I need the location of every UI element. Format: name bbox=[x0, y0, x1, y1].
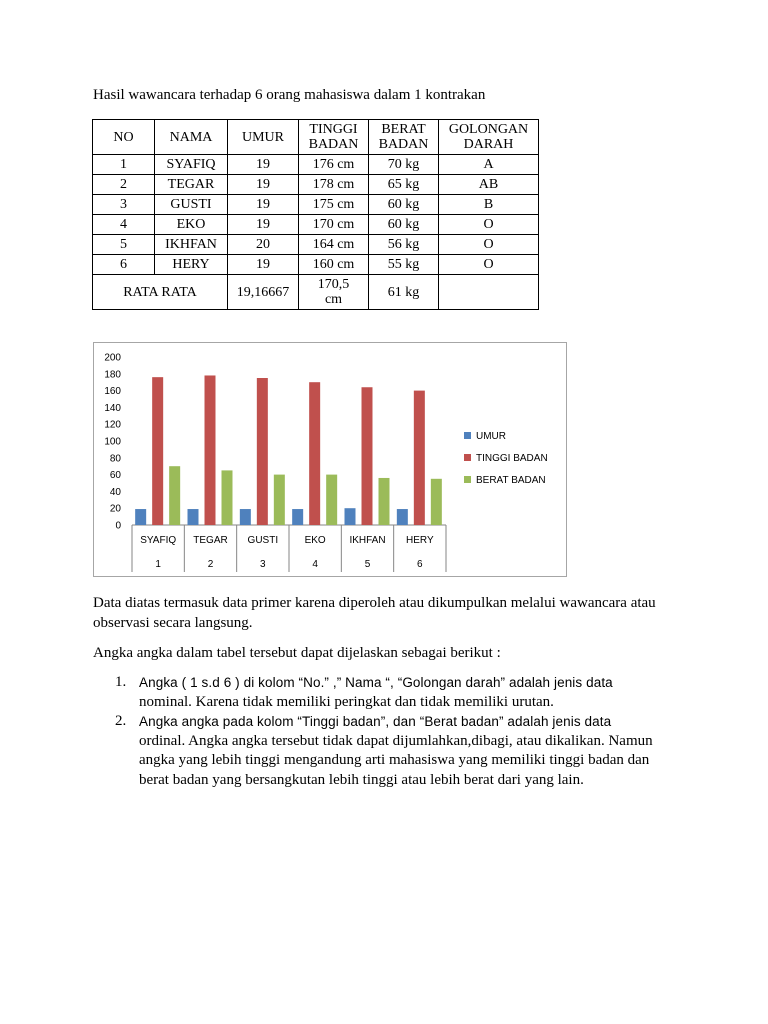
avg-berat: 61 kg bbox=[369, 275, 439, 310]
legend-label: BERAT BADAN bbox=[476, 475, 546, 486]
legend-label: UMUR bbox=[476, 431, 506, 442]
cell-tinggi: 175 cm bbox=[299, 195, 369, 215]
x-category-number: 6 bbox=[417, 559, 423, 570]
data-table bbox=[92, 119, 539, 310]
cell-no: 5 bbox=[93, 235, 155, 255]
y-tick-label: 140 bbox=[104, 402, 121, 414]
list-number: 2. bbox=[115, 713, 127, 729]
avg-umur: 19,16667 bbox=[228, 275, 299, 310]
cell-tinggi: 178 cm bbox=[299, 175, 369, 195]
cell-berat: 60 kg bbox=[369, 195, 439, 215]
x-category-number: 2 bbox=[207, 559, 214, 570]
list-item bbox=[93, 673, 683, 712]
cell-berat: 56 kg bbox=[369, 235, 439, 255]
table-header-row bbox=[93, 120, 539, 155]
x-category-number: 3 bbox=[260, 559, 266, 570]
cell-no: 4 bbox=[93, 215, 155, 235]
cell-tinggi: 170 cm bbox=[299, 215, 369, 235]
x-category-label: IKHFAN bbox=[349, 535, 386, 546]
chart-svg bbox=[94, 343, 568, 578]
header-berat-badan: BERAT BADAN bbox=[369, 120, 439, 155]
list-item bbox=[93, 712, 683, 790]
cell-berat: 65 kg bbox=[369, 175, 439, 195]
cell-golongan: AB bbox=[439, 175, 539, 195]
bar-umur bbox=[135, 509, 146, 525]
cell-golongan: O bbox=[439, 235, 539, 255]
x-category-label: SYAFIQ bbox=[140, 535, 177, 546]
cell-golongan: A bbox=[439, 155, 539, 175]
bar-berat-badan bbox=[326, 475, 337, 525]
cell-nama: HERY bbox=[155, 255, 228, 275]
x-category-number: 4 bbox=[312, 559, 318, 570]
bar-tinggi-badan bbox=[414, 391, 425, 525]
table-row bbox=[93, 155, 539, 175]
paragraph-line: Data diatas termasuk data primer karena diperoleh atau dikumpulkan melalui wawancara atau bbox=[93, 595, 656, 611]
list-number: 1. bbox=[115, 674, 127, 690]
avg-golongan bbox=[439, 275, 539, 310]
header-umur: UMUR bbox=[228, 120, 299, 155]
bar-tinggi-badan bbox=[362, 387, 373, 525]
cell-umur: 19 bbox=[228, 195, 299, 215]
cell-umur: 19 bbox=[228, 215, 299, 235]
list-line: berat badan yang bersangkutan lebih tinggi atau lebih berat dari yang lain. bbox=[139, 771, 584, 788]
avg-label: RATA RATA bbox=[93, 275, 228, 310]
y-tick-label: 20 bbox=[109, 503, 121, 515]
table-row bbox=[93, 255, 539, 275]
paragraph-penjelasan: Angka angka dalam tabel tersebut dapat dijelaskan sebagai berikut : bbox=[93, 645, 501, 661]
bar-tinggi-badan bbox=[309, 382, 320, 525]
bar-tinggi-badan bbox=[205, 375, 216, 525]
cell-berat: 60 kg bbox=[369, 215, 439, 235]
intro-text: Hasil wawancara terhadap 6 orang mahasiswa dalam 1 kontrakan bbox=[93, 87, 486, 103]
cell-nama: TEGAR bbox=[155, 175, 228, 195]
cell-golongan: O bbox=[439, 215, 539, 235]
x-category-label: EKO bbox=[304, 535, 326, 546]
cell-umur: 19 bbox=[228, 255, 299, 275]
avg-tinggi: 170,5 cm bbox=[299, 275, 369, 310]
list-line: nominal. Karena tidak memiliki peringkat dan tidak memiliki urutan. bbox=[139, 693, 554, 710]
list-line: ordinal. Angka angka tersebut tidak dapat dijumlahkan,dibagi, atau dikalikan. Namun bbox=[139, 732, 653, 749]
bar-umur bbox=[292, 509, 303, 525]
bar-berat-badan bbox=[379, 478, 390, 525]
cell-tinggi: 176 cm bbox=[299, 155, 369, 175]
bar-umur bbox=[397, 509, 408, 525]
table-row bbox=[93, 215, 539, 235]
cell-nama: GUSTI bbox=[155, 195, 228, 215]
cell-umur: 20 bbox=[228, 235, 299, 255]
cell-nama: EKO bbox=[155, 215, 228, 235]
cell-berat: 70 kg bbox=[369, 155, 439, 175]
header-no: NO bbox=[93, 120, 155, 155]
bar-chart bbox=[93, 342, 567, 577]
cell-no: 1 bbox=[93, 155, 155, 175]
cell-no: 3 bbox=[93, 195, 155, 215]
explanation-list bbox=[93, 673, 683, 790]
cell-nama: SYAFIQ bbox=[155, 155, 228, 175]
bar-umur bbox=[345, 508, 356, 525]
bar-berat-badan bbox=[222, 470, 233, 525]
bar-berat-badan bbox=[274, 475, 285, 525]
table-row bbox=[93, 235, 539, 255]
cell-berat: 55 kg bbox=[369, 255, 439, 275]
cell-tinggi: 164 cm bbox=[299, 235, 369, 255]
y-tick-label: 100 bbox=[104, 436, 121, 448]
y-tick-label: 200 bbox=[104, 352, 121, 364]
y-tick-label: 40 bbox=[109, 486, 121, 498]
cell-golongan: B bbox=[439, 195, 539, 215]
table-row bbox=[93, 175, 539, 195]
legend-swatch bbox=[464, 476, 471, 483]
y-tick-label: 160 bbox=[104, 386, 121, 398]
legend-swatch bbox=[464, 454, 471, 461]
x-category-label: TEGAR bbox=[193, 535, 228, 546]
x-category-label: GUSTI bbox=[247, 535, 279, 546]
header-golongan-darah: GOLONGAN DARAH bbox=[439, 120, 539, 155]
list-line: Angka angka pada kolom “Tinggi badan”, dan “Berat badan” adalah jenis data bbox=[139, 714, 612, 729]
legend-swatch bbox=[464, 432, 471, 439]
cell-umur: 19 bbox=[228, 155, 299, 175]
y-tick-label: 120 bbox=[104, 419, 121, 431]
legend-label: TINGGI BADAN bbox=[476, 453, 548, 464]
table-average-row bbox=[93, 275, 539, 310]
cell-golongan: O bbox=[439, 255, 539, 275]
paragraph-data-primer bbox=[93, 593, 693, 633]
y-tick-label: 0 bbox=[115, 520, 121, 532]
y-tick-label: 60 bbox=[109, 470, 121, 482]
y-tick-label: 80 bbox=[109, 453, 121, 465]
x-category-number: 1 bbox=[155, 559, 161, 570]
x-category-label: HERY bbox=[406, 535, 434, 546]
list-line: Angka ( 1 s.d 6 ) di kolom “No.” ,” Nama “, “Golongan darah” adalah jenis data bbox=[139, 675, 613, 690]
bar-berat-badan bbox=[169, 466, 180, 525]
cell-no: 2 bbox=[93, 175, 155, 195]
cell-no: 6 bbox=[93, 255, 155, 275]
paragraph-line: observasi secara langsung. bbox=[93, 615, 253, 631]
bar-umur bbox=[188, 509, 199, 525]
cell-nama: IKHFAN bbox=[155, 235, 228, 255]
x-category-number: 5 bbox=[364, 559, 371, 570]
bar-tinggi-badan bbox=[257, 378, 268, 525]
list-line: angka yang lebih tinggi mengandung arti mahasiswa yang memiliki tinggi badan dan bbox=[139, 752, 650, 768]
header-nama: NAMA bbox=[155, 120, 228, 155]
cell-tinggi: 160 cm bbox=[299, 255, 369, 275]
table-row bbox=[93, 195, 539, 215]
cell-umur: 19 bbox=[228, 175, 299, 195]
header-tinggi-badan: TINGGI BADAN bbox=[299, 120, 369, 155]
bar-umur bbox=[240, 509, 251, 525]
y-tick-label: 180 bbox=[104, 369, 121, 381]
bar-berat-badan bbox=[431, 479, 442, 525]
bar-tinggi-badan bbox=[152, 377, 163, 525]
